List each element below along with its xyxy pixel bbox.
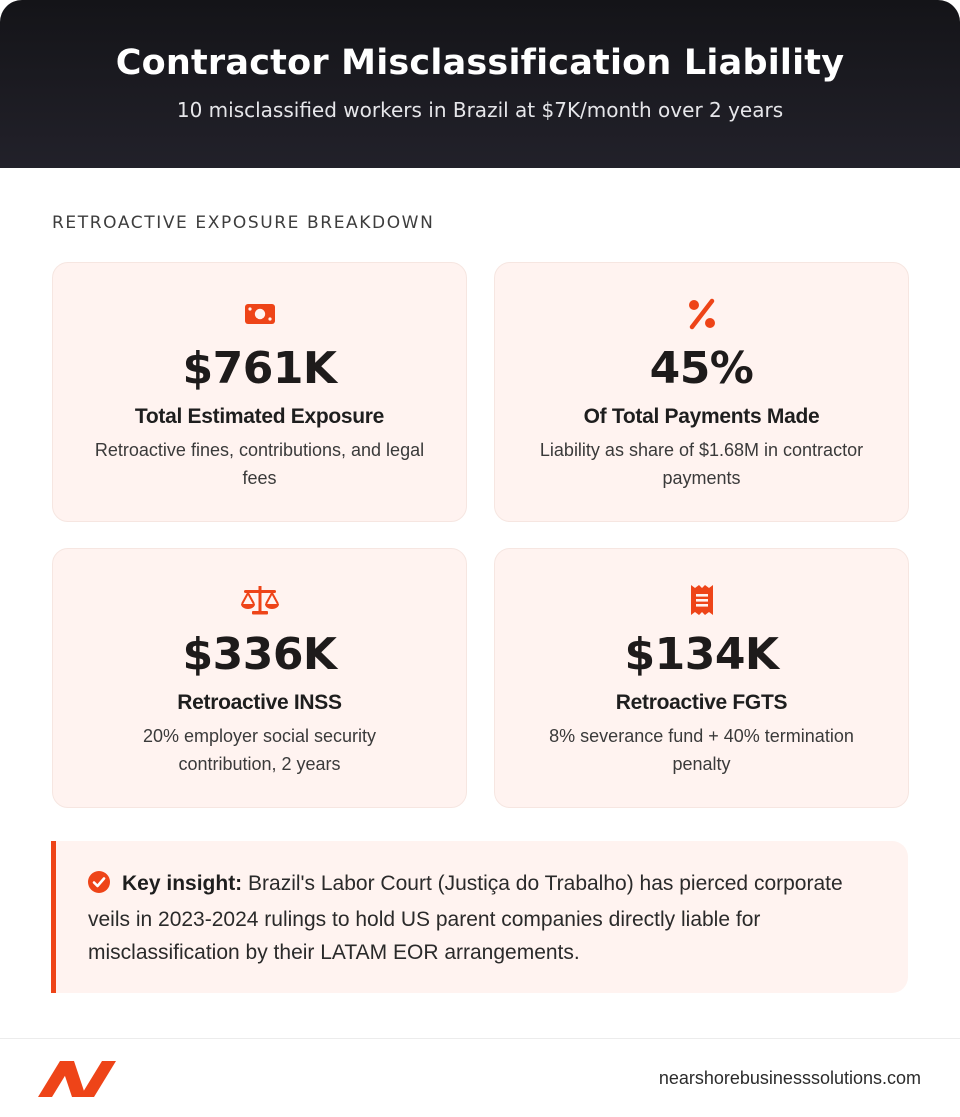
page-title: Contractor Misclassification Liability xyxy=(115,43,845,83)
money-bill-icon xyxy=(53,297,466,331)
card-description: 8% severance fund + 40% termination penalty xyxy=(549,726,854,774)
card-description: 20% employer social security contribution, 2 years xyxy=(142,726,377,774)
section-label: RETROACTIVE EXPOSURE BREAKDOWN xyxy=(52,213,435,233)
card-label: Total Estimated Exposure xyxy=(134,405,385,428)
card-payment-share xyxy=(494,262,909,522)
card-label: Of Total Payments Made xyxy=(583,405,820,428)
key-insight-callout xyxy=(51,841,908,993)
insight-label: Key insight: xyxy=(122,872,243,895)
scale-icon xyxy=(53,583,466,617)
website-link[interactable]: nearshorebusinesssolutions.com xyxy=(658,1068,921,1088)
card-description: Retroactive fines, contributions, and legal fees xyxy=(94,440,425,488)
card-value: 45% xyxy=(649,343,754,394)
card-total-exposure xyxy=(52,262,467,522)
footer xyxy=(0,1038,960,1117)
card-value: $336K xyxy=(182,629,337,680)
insight-body: Brazil's Labor Court (Justiça do Trabalho) has pierced corporate veils in 2023-2024 rulings to hold US parent companies directly liable for misclassification by their LATAM EOR arrangements. xyxy=(88,872,843,964)
card-retroactive-inss xyxy=(52,548,467,808)
page-subtitle: 10 misclassified workers in Brazil at $7K/month over 2 years xyxy=(176,98,784,122)
card-retroactive-fgts xyxy=(494,548,909,808)
header-banner xyxy=(0,0,960,168)
card-value: $761K xyxy=(182,343,337,394)
insight-text-block xyxy=(88,867,886,969)
card-label: Retroactive FGTS xyxy=(615,691,788,714)
card-label: Retroactive INSS xyxy=(177,691,342,714)
card-value: $134K xyxy=(624,629,779,680)
percent-icon xyxy=(495,297,908,331)
receipt-icon xyxy=(495,583,908,617)
check-circle-icon xyxy=(88,870,110,903)
nearshore-logo-icon xyxy=(38,1059,116,1104)
card-description: Liability as share of $1.68M in contractor payments xyxy=(539,440,864,488)
